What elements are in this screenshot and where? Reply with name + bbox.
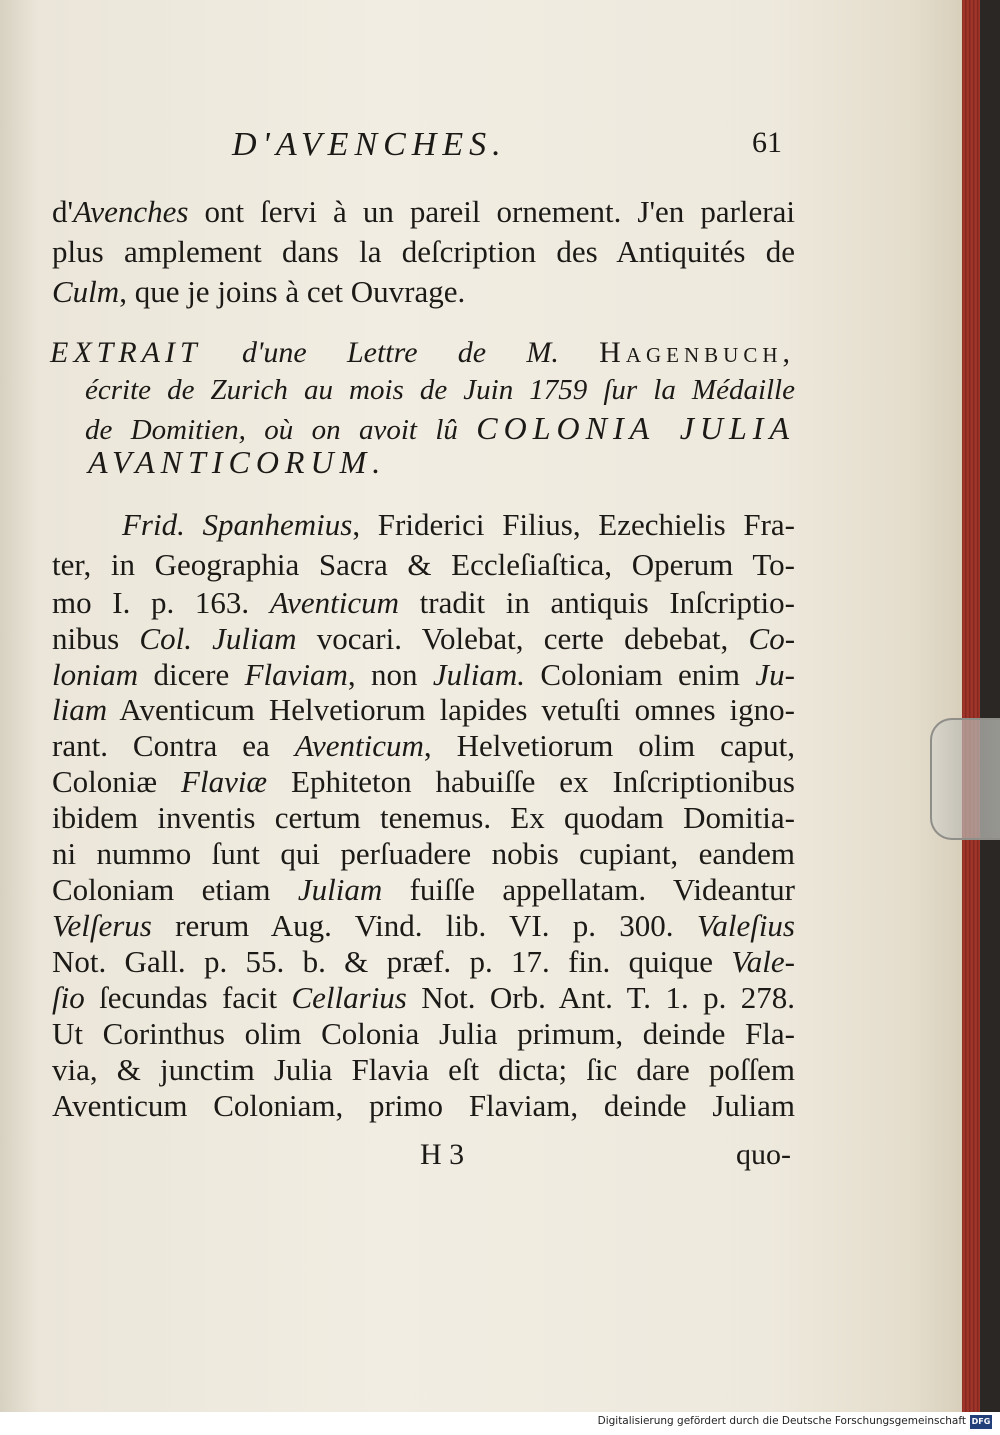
caps-run: COLONIA JULIA [476, 410, 795, 446]
text-line [122, 505, 795, 545]
text-run: , que je joins à cet Ouvrage. [119, 274, 466, 309]
text-line: via, & junctim Julia Flavia eſt dicta; ſic dare poſſem [52, 1052, 795, 1087]
page-number: 61 [752, 126, 782, 159]
text-run: rerum Aug. Vind. lib. VI. p. 300. [151, 908, 697, 943]
italic-run: Cellarius [291, 980, 407, 1015]
text-run: Not. Gall. p. 55. b. & præf. p. 17. fin. quique [52, 944, 732, 979]
text-line: Aventicum Coloniam, primo Flaviam, deinde Juliam [52, 1088, 795, 1123]
funding-credit: Digitalisierung gefördert durch die Deutsche Forschungsgemeinschaft [597, 1415, 966, 1427]
text-run: Ephiteton habuiſſe ex Inſcriptionibus [267, 764, 795, 799]
text-run: Not. Orb. Ant. T. 1. p. 278. [406, 980, 796, 1015]
italic-run: Vale- [731, 944, 795, 979]
italic-run: Velſerus [52, 908, 152, 943]
text-line: Ut Corinthus olim Colonia Julia primum, deinde Fla- [52, 1016, 795, 1051]
text-run: , non [347, 657, 433, 692]
small-caps-run: Hagenbuch, [599, 336, 795, 369]
text-run: dicere [138, 657, 245, 692]
extract-line [85, 410, 795, 447]
text-run: vocari. Volebat, certe debebat, [296, 621, 749, 656]
text-line: plus amplement dans la deſcription des Antiquités de [52, 234, 795, 269]
text-line [52, 978, 795, 1018]
text-line [52, 870, 795, 910]
italic-run: Avenches [73, 194, 189, 229]
italic-run: d'une Lettre de M. [201, 336, 600, 369]
text-run: ont ſervi à un pareil ornement. J'en parlerai [188, 194, 795, 229]
text-run: ſecundas facit [84, 980, 292, 1015]
text-line [52, 942, 795, 982]
dfg-logo: DFG [970, 1415, 992, 1429]
text-run: Coloniam enim [525, 657, 756, 692]
italic-run: Frid. Spanhemius [122, 507, 353, 542]
text-line [52, 726, 795, 766]
italic-run: Juliam. [432, 657, 526, 692]
text-run: , Friderici Filius, Ezechielis Fra- [352, 507, 795, 542]
italic-run: de Domitien, où on avoit lû [85, 414, 477, 446]
extract-line: AVANTICORUM. [88, 444, 387, 480]
text-line [52, 583, 795, 623]
text-line: ter, in Geographia Sacra & Eccleſiaſtica, Operum To- [52, 547, 795, 582]
signature-mark: H 3 [420, 1138, 465, 1171]
running-title: D'AVENCHES. [232, 126, 507, 163]
italic-run: Aventicum [294, 728, 424, 763]
italic-run: Culm [52, 274, 120, 309]
extract-heading [50, 336, 795, 370]
text-run: tradit in antiquis Inſcriptio- [398, 585, 795, 620]
italic-run: Flaviam [244, 657, 348, 692]
text-line: ibidem inventis certum tenemus. Ex quodam Domitia- [52, 800, 795, 835]
page-clip [930, 718, 1000, 840]
italic-run: Aventicum [269, 585, 399, 620]
italic-run: Juliam [297, 872, 383, 907]
text-run: Coloniæ [52, 764, 182, 799]
book-edge-shadow [980, 0, 1000, 1412]
text-run: mo I. p. 163. [52, 585, 270, 620]
text-run: , Helvetiorum olim caput, [423, 728, 795, 763]
text-line [52, 762, 795, 802]
italic-run: Co- [748, 621, 796, 656]
text-run: Coloniam etiam [52, 872, 298, 907]
book-fore-edge [962, 0, 980, 1412]
text-line [52, 272, 795, 312]
italic-run: Ju- [755, 657, 796, 692]
italic-run: ſio [52, 980, 85, 1015]
text-run: nibus [52, 621, 140, 656]
text-line [52, 690, 795, 730]
text-line [52, 619, 795, 659]
text-line [52, 906, 795, 946]
text-run: fuiſſe appellatam. Videantur [382, 872, 795, 907]
text-run: rant. Contra ea [52, 728, 295, 763]
extract-line: écrite de Zurich au mois de Juin 1759 ſur la Médaille [85, 374, 795, 406]
italic-run: Col. Juliam [139, 621, 297, 656]
italic-run: Flaviæ [181, 764, 268, 799]
text-run: Aventicum Helvetiorum lapides vetuſti omnes igno- [107, 692, 795, 727]
italic-run: liam [52, 692, 108, 727]
text-line: ni nummo ſunt qui perſuadere nobis cupiant, eandem [52, 836, 795, 871]
italic-run: Valeſius [696, 908, 795, 943]
text-line [52, 192, 795, 232]
italic-run: EXTRAIT [50, 336, 202, 369]
text-line [52, 655, 795, 695]
text-run: d' [52, 194, 74, 229]
italic-run: loniam [52, 657, 139, 692]
catchword: quo- [736, 1138, 791, 1171]
